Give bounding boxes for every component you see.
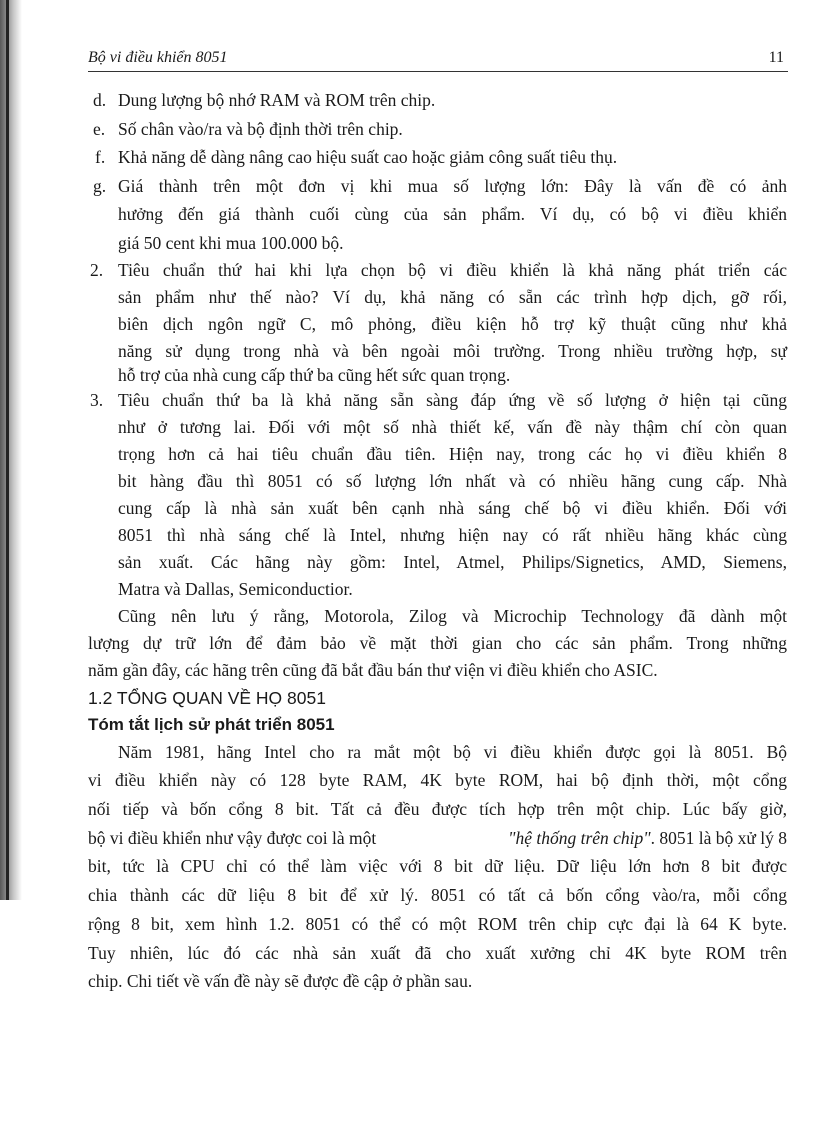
text-line: hỗ trợ của nhà cung cấp thứ ba cũng hết sức quan trọng. [118,365,511,385]
text-line: Cũng nên lưu ý rằng, Motorola, Zilog và Microchip Technology đã dành một [118,606,787,626]
text-line: Khả năng dễ dàng nâng cao hiệu suất cao hoặc giảm công suất tiêu thụ. [118,147,618,167]
text-line: Năm 1981, hãng Intel cho ra mắt một bộ vi điều khiển được gọi là 8051. Bộ [118,742,787,762]
text-line: hưởng đến giá thành cuối cùng của sản phẩm. Ví dụ, có bộ vi điều khiển [118,204,787,224]
text-line [88,827,787,849]
list-marker: 3. [90,390,104,410]
text-line: bit hàng đầu thì 8051 có số lượng lớn nhất và có nhiều hãng cung cấp. Nhà [118,471,787,491]
text-line: sản phẩm như thế nào? Ví dụ, khả năng có sẵn các trình hợp dịch, gỡ rối, [118,287,787,307]
text-line: chia thành các dữ liệu 8 bit để xử lý. 8051 có tất cả bốn cổng vào/ra, mỗi cổng [88,885,787,905]
text-line: năm gần đây, các hãng trên cũng đã bắt đầu bán thư viện vi điều khiển cho ASIC. [88,660,658,680]
text-line: chip. Chi tiết về vấn đề này sẽ được đề cập ở phần sau. [88,971,473,991]
list-marker: 2. [90,260,104,280]
section-heading: 1.2 TỔNG QUAN VỀ HỌ 8051 [88,688,326,708]
list-marker: e. [93,119,106,139]
text-line: năng sử dụng trong nhà và bên ngoài môi trường. Trong nhiều trường hợp, sự [118,341,787,361]
text-line: lượng dự trữ lớn để đảm bảo về mặt thời gian cho các sản phẩm. Trong những [88,633,787,653]
text-line: Tuy nhiên, lúc đó các nhà sản xuất đã cho xuất xưởng chỉ 4K byte ROM trên [88,943,787,963]
text-line: rộng 8 bit, xem hình 1.2. 8051 có thể có một ROM trên chip cực đại là 64 K byte. [88,914,787,934]
text-line: Tiêu chuẩn thứ ba là khả năng sẵn sàng đáp ứng về số lượng ở hiện tại cũng [118,390,787,410]
subsection-heading: Tóm tắt lịch sử phát triển 8051 [88,715,335,734]
list-marker: g. [93,176,107,196]
text-line: Dung lượng bộ nhớ RAM và ROM trên chip. [118,90,436,110]
text-line: vi điều khiển này có 128 byte RAM, 4K byte ROM, hai bộ định thời, một cổng [88,770,787,790]
text-line: Số chân vào/ra và bộ định thời trên chip. [118,119,403,139]
text-run: . 8051 là bộ xử lý 8 [650,828,787,848]
text-line: bit, tức là CPU chỉ có thể làm việc với 8 bit dữ liệu. Dữ liệu lớn hơn 8 bit được [88,856,787,876]
text-line: sản xuất. Các hãng này gồm: Intel, Atmel, Philips/Signetics, AMD, Siemens, [118,552,787,572]
italic-term: "hệ thống trên chip" [508,828,651,848]
text-line: trọng hơn cả hai tiêu chuẩn đầu tiên. Hiện nay, trong các họ vi điều khiển 8 [118,444,787,464]
scan-edge-line [6,0,9,900]
text-line: 8051 thì nhà sáng chế là Intel, nhưng hiện nay có rất nhiều hãng khác cùng [118,525,787,545]
text-line: như ở tương lai. Đối với một số nhà thiết kế, vấn đề này thậm chí còn quan [118,417,787,437]
text-line: nối tiếp và bốn cổng 8 bit. Tất cả đều được tích hợp trên một chip. Lúc bấy giờ, [88,799,787,819]
list-marker: d. [93,90,107,110]
text-line: Matra và Dallas, Semiconductior. [118,579,353,599]
text-line: giá 50 cent khi mua 100.000 bộ. [118,233,344,253]
text-line: cung cấp là nhà sản xuất bên cạnh nhà sáng chế bộ vi điều khiển. Đối với [118,498,787,518]
text-line: Tiêu chuẩn thứ hai khi lựa chọn bộ vi điều khiển là khả năng phát triển các [118,260,787,280]
running-header [88,47,788,72]
page-number: 11 [768,49,784,66]
text-line: Giá thành trên một đơn vị khi mua số lượng lớn: Đây là vấn đề có ảnh [118,176,787,196]
text-line: biên dịch ngôn ngữ C, mô phỏng, điều kiện hỗ trợ kỹ thuật cũng như khả [118,314,787,334]
text-run: bộ vi điều khiển như vậy được coi là một [88,828,377,848]
list-marker: f. [95,147,106,167]
scan-edge-shadow [0,0,22,900]
header-title: Bộ vi điều khiển 8051 [88,49,228,66]
